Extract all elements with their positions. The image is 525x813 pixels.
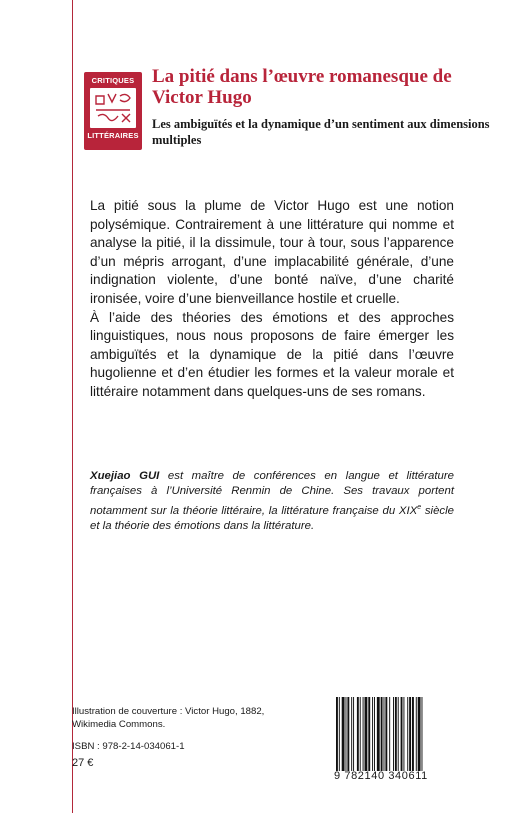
barcode-bar	[372, 697, 373, 771]
barcode-bar	[412, 697, 414, 771]
barcode-bar	[365, 697, 368, 771]
barcode-bar	[347, 697, 349, 771]
barcode-bar	[395, 697, 397, 771]
series-logo-bottom-text: LITTÉRAIRES	[87, 131, 139, 140]
barcode-bar	[374, 697, 375, 771]
barcode-bar	[353, 697, 354, 771]
barcode-bar	[401, 697, 403, 771]
barcode-bar	[384, 697, 385, 771]
barcode-bar	[339, 697, 340, 771]
barcode-bar	[336, 697, 338, 771]
author-bio-text-2: siècle et la théorie des émotions dans la littérature.	[90, 504, 454, 533]
barcode-bar	[409, 697, 411, 771]
barcode-bar	[385, 697, 387, 771]
barcode-bar	[357, 697, 359, 771]
series-logo-artwork	[90, 88, 136, 128]
barcode-bar	[407, 697, 408, 771]
barcode-bar	[363, 697, 364, 771]
barcode-digits: 9 782140 340611	[334, 770, 428, 782]
author-name: Xuejiao GUI	[90, 470, 160, 482]
barcode-bar	[381, 697, 383, 771]
barcode-bar	[418, 697, 421, 771]
barcode-bar	[393, 697, 394, 771]
barcode-bar	[342, 697, 345, 771]
author-bio-superscript: e	[417, 503, 422, 511]
barcode-bar	[398, 697, 399, 771]
book-summary	[90, 197, 454, 402]
cover-credit: Illustration de couverture : Victor Hugo, 1882, Wikimedia Commons.	[72, 706, 265, 730]
author-bio-text-1: est maître de conférences en langue et littérature françaises à l’Université Renmin de Chine. Ses travaux portent notamment sur la théorie littéraire, la littérature française du XIX	[90, 470, 454, 517]
barcode-bar	[403, 697, 404, 771]
price: 27 €	[72, 757, 94, 769]
barcode-bar	[416, 697, 417, 771]
summary-paragraph-1: La pitié sous la plume de Victor Hugo est une notion polysémique. Contrairement à une littérature qui nomme et analyse la pitié, il la dissimule, tour à tour, sous l’apparence d’un mépris arrogant, d’une implacabilité générale, d’une indignation violente, d’une bonté naïve, d’une charité ironisée, voire d’une bienveillance hostile et cruelle.	[90, 198, 454, 306]
book-title: La pitié dans l’œuvre romanesque de Victor Hugo	[152, 66, 452, 108]
title-block	[152, 66, 492, 148]
barcode-bar	[389, 697, 390, 771]
isbn: ISBN : 978-2-14-034061-1	[72, 741, 185, 752]
barcode-bar	[351, 697, 352, 771]
summary-paragraph-2: À l’aide des théories des émotions et des approches linguistiques, nous nous proposons de faire émerger les ambiguïtés et la dynamique de la pitié dans l’œuvre hugolienne et d’en étudier les formes et la valeur morale et littéraire notamment dans quelques-uns de ses romans.	[90, 309, 454, 399]
barcode-bar	[422, 697, 423, 771]
series-logo-top-text: CRITIQUES	[91, 76, 135, 85]
barcode-bar	[346, 697, 347, 771]
barcode-bar	[368, 697, 370, 771]
series-logo	[84, 72, 142, 150]
barcode-bar	[377, 697, 380, 771]
barcode-bar	[360, 697, 361, 771]
book-subtitle: Les ambiguïtés et la dynamique d’un sentiment aux dimensions multiples	[152, 117, 490, 147]
left-margin-rule	[72, 0, 73, 813]
author-bio	[90, 469, 454, 534]
barcode	[334, 697, 460, 771]
